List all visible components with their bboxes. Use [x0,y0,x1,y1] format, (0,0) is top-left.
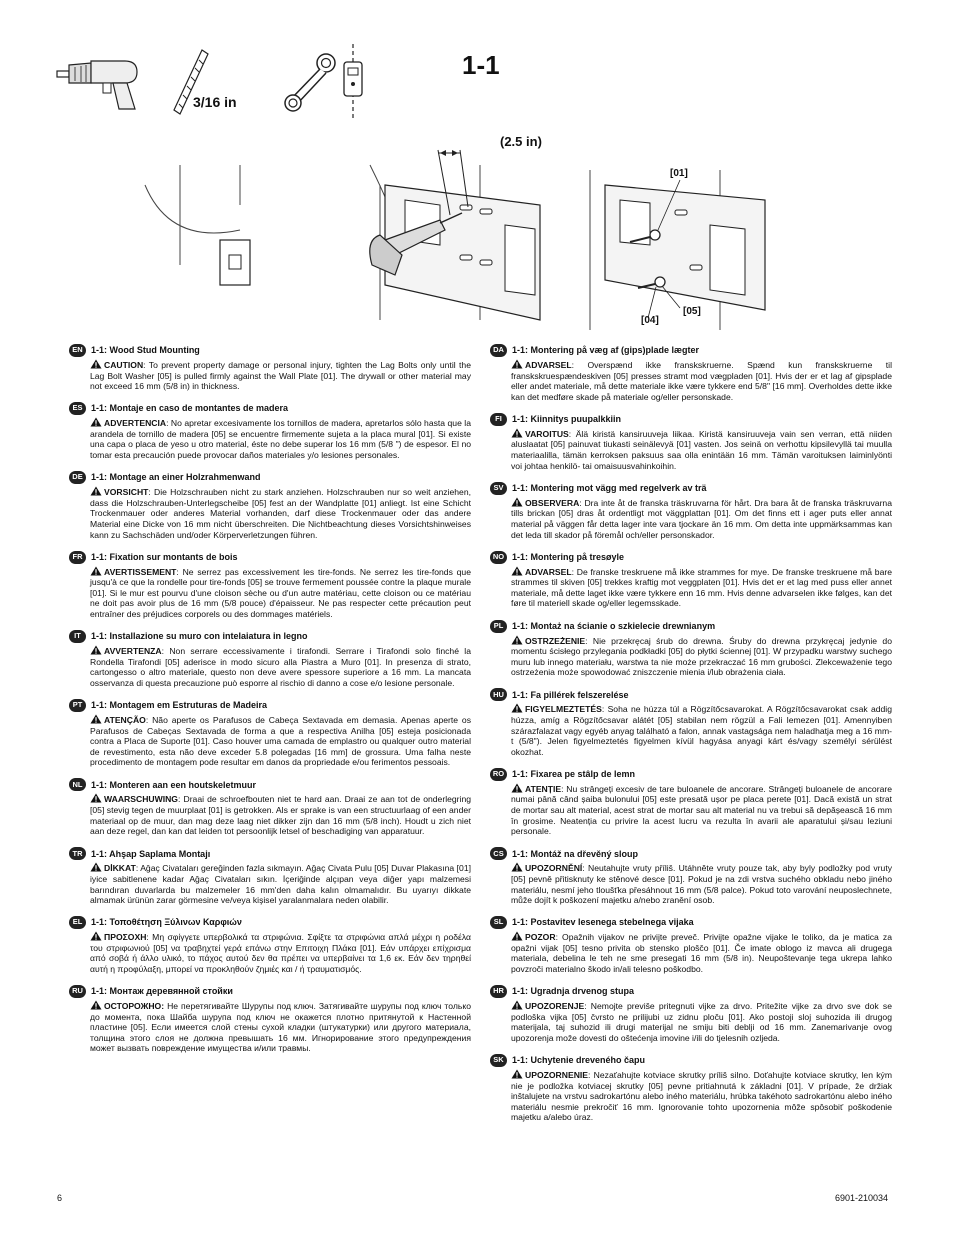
language-badge: ES [69,402,86,415]
section-header [69,551,471,564]
caution-text [90,359,471,392]
section-header [490,916,892,929]
caution-text [511,566,892,609]
drilling-illustration [140,145,560,340]
instruction-section-fr [69,551,471,620]
warning-body: Не перетягивайте Шурупы под ключ. Затягивайте шурупы под ключ только до момента, пока Шайба шурупа под ключ не окажется плотно притянутой к Настенной пластине [05]. Если имеется слой стены сухой кладки (штукатурки) или другого материала, толщина этого слоя не должна превышать 16 мм. Игнорирование этого предупреждения может вызвать повреждение имущества и/или травмы. [90,1001,471,1054]
warning-icon [90,931,102,941]
wrench-icon [282,52,338,114]
warning-label: CAUTION [104,360,144,370]
warning-icon [511,497,523,507]
instruction-section-el [69,916,471,974]
warning-body: : Neutahujte vruty příliš. Utáhněte vruty pouze tak, aby byly podložky pod vruty [05] pevně přitisknuty ke stěnové desce [01]. Pokud je na zdi vrstva suchého obkladu nebo jiného materiálu, nesmí jeho tloušťka přesáhnout 16 mm (5/8 palce). Pokud toto varování neuposlechnete, může dojít k poškození majetku a/nebo zranění osob. [511,863,892,906]
language-badge: SV [490,482,507,495]
section-title: 1-1: Monteren aan een houtskeletmuur [91,779,257,790]
language-badge: RO [490,768,507,781]
warning-body: : Overspænd ikke franskskruerne. Spænd kun franskskruerne til franskskruespændeskiven [05] presses stramt mod vægpladen [01]. Hvis der er et lag af gipsplade eller andet materiale, må dette materiale ikke være tykkere end 5/8" [16 mm]. Overholdes dette ikke kan det medføre skade på materiale og/eller personskade. [511,360,892,402]
caution-text [511,862,892,905]
instruction-section-hr [490,985,892,1043]
warning-body: : Nemojte previše pritegnuti vijke za drvo. Pritežite vijke za drvo sve dok se podloška vijka [05] čvrsto ne prilijubi uz zidnu ploču [01]. Ako postoji sloj suhozida ili drugog materijala, taj suhozid ili drugi materijal ne smiju biti deblji od 16 mm. Zanemarivanje ovog upozorenja može dovesti do oštećenja imovine i/ili do tjelesnih ozljeda. [511,1001,892,1043]
section-header [490,688,892,701]
warning-icon [511,566,523,576]
instruction-section-it [69,630,471,688]
instruction-section-tr [69,847,471,905]
instruction-section-pt [69,699,471,768]
page-number: 6 [57,1193,63,1203]
section-title: 1-1: Fixation sur montants de bois [91,551,238,562]
warning-label: VAROITUS [525,428,569,439]
warning-label: ADVERTENCIA [104,418,167,429]
section-header [490,551,892,564]
warning-icon [90,793,102,803]
caution-text [511,635,892,678]
warning-icon [511,703,523,713]
caution-text [90,931,471,974]
section-header [490,1054,892,1067]
language-badge: DE [69,471,86,484]
warning-body: : Soha ne húzza túl a Rögzítőcsavarokat. A Rögzítőcsavarokat csak addig húzza, amíg a Rögzítőcsavar alátét [05] stabilan nem rögzül a Fali lemezen [01]. Amennyiben szárazfalazat vagy egyéb anyag található a falon, annak vastagsága nem haladhatja meg a 16 mm-t (5/8"). Jelen figyelmeztetés figyelmen kívül hagyása anyagi kárt és/vagy személyi sérülést okozhat. [511,704,892,757]
language-badge: CS [490,847,507,860]
warning-label: DİKKAT [104,863,136,874]
document-number: 6901-210034 [835,1193,889,1203]
instruction-section-pl [490,620,892,678]
warning-icon [511,359,523,369]
language-badge: HR [490,985,507,998]
warning-label: AVERTISSEMENT [104,566,177,577]
section-header [69,916,471,929]
warning-icon [90,862,102,872]
instruction-section-sv [490,482,892,540]
caution-text [90,862,471,905]
caution-text [511,359,892,402]
instruction-section-nl [69,778,471,836]
section-header [490,768,892,781]
caution-text [511,931,892,974]
section-header [69,778,471,791]
warning-body: : Não aperte os Parafusos de Cabeça Sextavada em demasia. Apenas aperte os Parafusos de Cabeças Sextavada de forma a que a respectiva Anilha [05] esteja posicionada contra a Placa de Suporte [01]. Caso houver uma camada de emplastro ou qualquer outro material de revestimento, esta não deve exceder 5.8 polegadas [16 mm] de grossura. Uma falha neste procedimento de montagem pode resultar em danos da propriedade e/ou ferimentos pessoais. [90,714,471,768]
language-badge: PL [490,620,507,633]
section-title: 1-1: Τοποθέτηση Ξύλινων Καρφιών [91,917,242,928]
warning-label: ΠΡΟΣΟΧΗ [104,932,147,943]
section-title: 1-1: Montage an einer Holzrahmenwand [91,472,261,483]
language-badge: EL [69,916,86,929]
drill-bit-size: 3/16 in [193,94,237,110]
warning-label: POZOR [525,932,556,943]
warning-icon [90,486,102,496]
warning-label: AVVERTENZA [104,646,162,657]
section-header [69,699,471,712]
warning-icon [90,417,102,427]
language-badge: RU [69,985,86,998]
callout-washer: [05] [683,306,701,317]
instruction-section-da [490,344,892,402]
warning-icon [90,359,102,369]
instruction-section-en [69,344,471,392]
caution-text [511,497,892,540]
language-badge: FI [490,413,507,426]
section-header [69,471,471,484]
caution-text [90,1000,471,1054]
language-badge: PT [69,699,86,712]
warning-icon [511,862,523,872]
language-badge: EN [69,344,86,357]
warning-icon [511,1069,523,1079]
instructions-left-column [69,344,471,1065]
instruction-section-hu [490,688,892,757]
language-badge: NL [69,778,86,791]
section-header [69,847,471,860]
warning-icon [90,1000,102,1010]
section-title: 1-1: Montering på tresøyle [512,551,625,562]
warning-body: : Älä kiristä kansiruuveja liikaa. Kiristä kansiruuveja vain sen verran, että niiden aluslaatat [05] painuvat tiukasti seinälevyä [01] vasten. Jos seinä on verhottu kipsilevyllä tai muulla materiaalilla, tämän kerroksen paksuus saa olla enintään 16 mm. Tämän varoituksen laiminlyönti voi johtaa henkilö- tai omaisuusvahinkoihin. [511,428,892,471]
warning-body: : No apretar excesivamente los tornillos de madera, apretarlos sólo hasta que la arandela de tornillo de madera [05] se encuentre firmemente sujeta a la placa mural [01]. Si existe una capa o placa de yeso u otro material, éste no debe superar los 16 mm (5/8 ") de espesor. El no tomar esta precaución puede provocar daños materiales y/o lesiones personales. [90,418,471,461]
instruction-section-no [490,551,892,609]
caution-text [90,566,471,620]
language-badge: NO [490,551,507,564]
warning-body: : De franske treskruene må ikke strammes for mye. De franske treskruene må bare strammes til skiven [05] trekkes kraftig mot veggplaten [01]. Hvis det er et lag med puss eller annet materiale, må dette laget ikke være tykkere enn 16 mm. Hvis denne advarselen ikke følges, kan det føre til materiell skade og/eller legemsskade. [511,566,892,609]
callout-wall-plate: [01] [670,168,688,179]
section-title: 1-1: Uchytenie dreveného čapu [512,1055,646,1066]
section-header [490,413,892,426]
instruction-section-sk [490,1054,892,1123]
warning-icon [90,566,102,576]
caution-text [90,793,471,836]
section-title: 1-1: Kiinnitys puupalkkiin [512,414,622,425]
instruction-section-de [69,471,471,540]
warning-label: OSTRZEŻENIE [525,635,586,646]
warning-label: UPOZORENJE [525,1001,585,1012]
caution-text [511,1069,892,1123]
warning-body: : Μη σφίγγετε υπερβολικά τα στριφώνια. Σφίξτε τα στριφώνια απλά μέχρι η ροδέλα του στριφωνιού [05] να τραβηχτεί γερά επάνω στην Επιτοιχη Πλάκα [01]. Εάν υπάρχει επίχρισμα από σοβά ή άλλο υλικό, το πάχος αυτού δεν θα πρέπει να υπερβαίνει τα 1,6 εκ. Εάν δεν τηρηθεί αυτή η προφύλαξη, μπορεί να προκληθούν ζημιές και / ή τραυματισμός. [90,932,471,974]
section-title: 1-1: Fixarea pe stâlp de lemn [512,769,636,780]
instruction-section-fi [490,413,892,471]
warning-body: : Draai de schroefbouten niet te hard aan. Draai ze aan tot de onderlegring [05] stevig tegen de muurplaat [01] is getrokken. Als er sprake is van een structuurlaag of een ander materiaal op de muur, dan mag deze laag niet dikker zijn dan 16 mm (5/8 inch). Houdt u zich niet aan deze regel, dan kan dat leiden tot persoonlijk letsel of beschadiging van apparatuur. [90,794,471,837]
section-header [490,482,892,495]
warning-label: ADVARSEL [525,566,572,577]
warning-label: OBSERVERA [525,497,580,508]
language-badge: HU [490,688,507,701]
section-title: 1-1: Montering mot vägg med regelverk av trä [512,482,707,493]
warning-label: ATENÇÃO [104,714,146,725]
section-header [490,847,892,860]
section-header [69,630,471,643]
caution-text [90,417,471,460]
warning-body: : Ne serrez pas excessivement les tire-fonds. Ne serrez les tire-fonds que jusqu'à ce que la rondelle pour tire-fonds [05] se trouve fermement poussée contre la plaque murale [01]. Si le mur est pourvu d'une cloison sèche ou d'un autre matériau, cette cloison ou ce matériau ne doit pas avoir plus de 16 mm (5/8 pouce) d'épaisseur. Ne pas respecter cette précaution peut entraîner des préjudices corporels ou des dommages matériels. [90,566,471,619]
section-title: 1-1: Ahşap Saplama Montajı [91,848,211,859]
lag-bolt-illustration [580,170,780,330]
section-title: 1-1: Postavitev lesenega stebelnega vijaka [512,917,694,928]
warning-body: : Nezaťahujte kotviace skrutky príliš silno. Doťahujte kotviace skrutky, len kým nie je podložka kotviacej skrutky [05] pevne pritiahnutá k základni [01]. V prípade, že držiak inštalujete na vrstvu sadrokartónu alebo iného materiálu, hrúbka takéhoto sadrokartónu alebo iného materiálu nesmie prekročiť 16 mm. Ignorovanie tohto upozornenia môže spôsobiť poškodenie majetku a/alebo úraz. [511,1069,892,1123]
language-badge: DA [490,344,507,357]
warning-body: : Die Holzschrauben nicht zu stark anziehen. Holzschrauben nur so weit anziehen, dass die Holzschrauben-Unterlegscheibe [05] fest an der Wandplatte [01] anliegt. Ist eine Schicht Trockenmauer oder anderes Material vorhanden, darf diese Trockenmauer oder das andere Material eine Dicke von 16 mm nicht überschreiten. Die Nichtbeachtung dieses Vorsichtshinweises kann zu Sachschäden und/oder Körperverletzungen führen. [90,487,471,540]
language-badge: SL [490,916,507,929]
instructions-right-column [490,344,892,1133]
instruction-section-ro [490,768,892,837]
warning-label: FIGYELMEZTETÉS [525,704,602,715]
section-header [490,344,892,357]
warning-label: UPOZORNĚNÍ [525,863,583,874]
warning-body: : Nu strângeți excesiv de tare buloanele de ancorare. Strângeți buloanele de ancorare numai până când șaiba bulonului [05] este presată ușor pe placa perete [01]. Dacă există un strat de mortar sau alt material, acest strat de mortar sau alt material nu va trebui să depășească 16 mm în grosime. Neatenția cu privire la acest lucru va rezulta în avarii ale aparatului și/sau leziuni personale. [511,783,892,837]
section-header [69,985,471,998]
section-title: 1-1: Ugradnja drvenog stupa [512,986,635,997]
stud-finder-icon [338,44,368,120]
warning-body: : Dra inte åt de franska träskruvarna för hårt. Dra bara åt de franska träskruvarna tills brickan [05] dras åt ordentligt mot väggplattan [01]. Om det finns ett i ager puts eller annat material på väggen får detta lager inte vara tjockare än 16 mm. Om detta inte uppmärksammas kan det leda till skador på föremål och/eller personskador. [511,497,892,540]
pilot-hole-depth: (2.5 in) [500,134,542,149]
section-title: 1-1: Fa pillérek felszerelése [512,689,629,700]
section-header [490,985,892,998]
caution-text [90,486,471,540]
caution-text [90,645,471,688]
warning-label: ADVARSEL [525,360,572,370]
section-header [69,402,471,415]
warning-label: VORSICHT [104,487,149,498]
caution-text [511,1000,892,1043]
step-title: 1-1 [462,50,500,80]
instruction-section-cs [490,847,892,905]
section-title: 1-1: Montaje en caso de montantes de madera [91,403,289,414]
section-title: 1-1: Монтаж деревянной стойки [91,986,233,997]
warning-icon [511,1000,523,1010]
warning-body: : Ağaç Civataları gereğinden fazla sıkmayın. Ağaç Civata Pulu [05] Duvar Plakasına [01] iyice sabitlenene kadar Ağaç Civataları sıkın. İçeriğinde alçıpan veya diğer yapı malzemesi barındıran duvarlarda bu malzemeler 16 mm'den daha kalın olmamalıdır. Bu uyarıyı dikkate almamak ürünün zarar görmesine ve/veya kişisel yaralanmalara neden olabilir. [90,863,471,906]
section-title: 1-1: Montagem em Estruturas de Madeira [91,700,268,711]
section-header [69,344,471,357]
language-badge: FR [69,551,86,564]
language-badge: SK [490,1054,507,1067]
instruction-section-es [69,402,471,460]
instruction-section-ru [69,985,471,1054]
language-badge: IT [69,630,86,643]
warning-icon [511,635,523,645]
section-title: 1-1: Installazione su muro con intelaiatura in legno [91,631,308,642]
instruction-section-sl [490,916,892,974]
caution-text [511,428,892,471]
warning-icon [511,783,523,793]
caution-text [511,703,892,757]
warning-icon [511,428,523,438]
warning-body: : To prevent property damage or personal injury, tighten the Lag Bolts only until the Lag Bolt Washer [05] is pulled firmly against the Wall Plate [01]. The drywall or other material may not exceed 16 mm (5/8 in) in thickness. [90,360,471,392]
caution-text [511,783,892,837]
callout-lag-bolt: [04] [641,315,659,326]
caution-text [90,714,471,768]
warning-body: : Non serrare eccessivamente i tirafondi. Serrare i Tirafondi solo finché la Rondella Tirafondi [05] aderisce in modo sicuro alla Piastra a Muro [01]. In presenza di strato, cartongesso o altro materiale, questo non deve avere spessore superiore a 16 mm. La mancata osservanza di questa precauzione può esporre al rischio di danno a cose e/o lesione personale. [90,646,471,688]
warning-icon [90,714,102,724]
warning-body: : Opažnih vijakov ne privijte preveč. Privijte opažne vijake le toliko, da je matica za opažni vijak [05] tesno privita ob stensko ploščo [01]. Če imate oblogo iz mavca ali drugega materiala, debelina le teh ne sme presegati 16 mm (5/8 in). Neupoštevanje tega ukrepa lahko povzroči materialno škodo in/ali telesno poškodbo. [511,932,892,974]
section-header [490,620,892,633]
section-title: 1-1: Montering på væg af (gips)plade lægter [512,345,700,356]
section-title: 1-1: Montáž na dřevěný sloup [512,848,639,859]
warning-label: UPOZORNENIE [525,1069,589,1080]
language-badge: TR [69,847,86,860]
warning-body: : Nie przekręcaj śrub do drewna. Śruby do drewna przykręcaj jedynie do momentu ścisłego przylegania podkładki [05] do płytki ściennej [01]. W przypadku warstwy suchego muru lub innego materiału, warstwa ta nie może przekraczać 16 mm grubości. Zlekceważenie tego ostrzeżenia może spowodować zniszczenie mienia i/lub obrażenia ciała. [511,635,892,678]
section-title: 1-1: Wood Stud Mounting [91,345,200,356]
warning-icon [90,645,102,655]
warning-icon [511,931,523,941]
drill-icon [55,55,145,113]
section-title: 1-1: Montaż na ścianie o szkielecie drewnianym [512,620,716,631]
warning-label: WAARSCHUWING [104,794,178,805]
warning-label: ATENȚIE [525,783,562,794]
warning-label: ОСТОРОЖНО: [104,1001,165,1012]
